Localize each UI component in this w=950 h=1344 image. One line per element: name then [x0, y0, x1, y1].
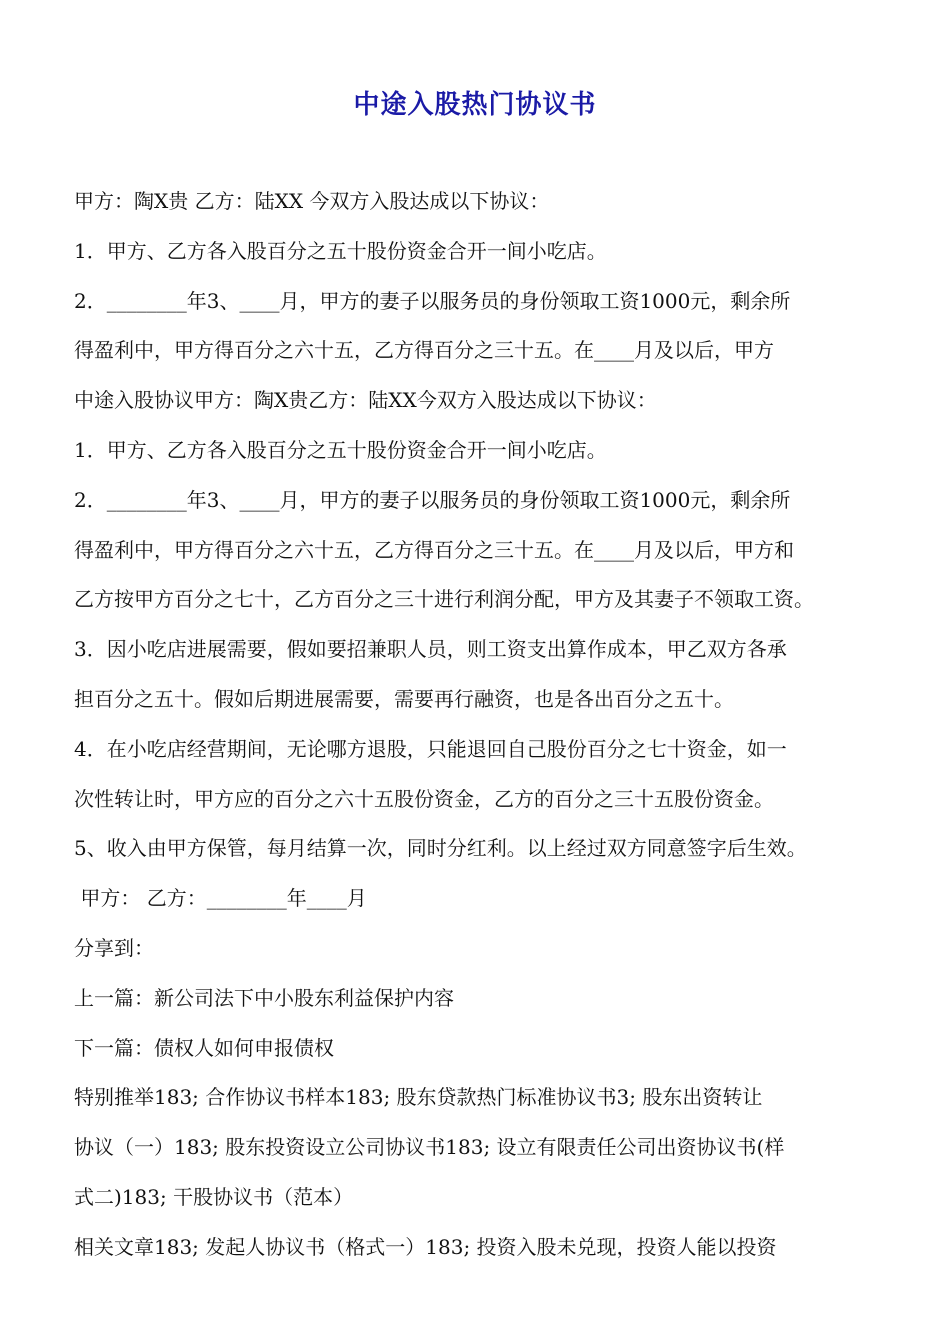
- recommended-links-end[interactable]: 式二)183; 干股协议书（范本）: [74, 1184, 354, 1209]
- body-line-clause-2-repeat-cont: 得盈利中，甲方得百分之六十五，乙方得百分之三十五。在____月及以后，甲方和: [74, 537, 794, 562]
- body-line-repeat-intro: 中途入股协议甲方：陶X贵乙方：陆XX今双方入股达成以下协议：: [74, 388, 657, 413]
- recommended-links-cont[interactable]: 协议（一）183; 股东投资设立公司协议书183; 设立有限责任公司出资协议书(样: [74, 1135, 785, 1160]
- previous-article-link[interactable]: 上一篇：新公司法下中小股东利益保护内容: [74, 985, 454, 1010]
- body-line-clause-5: 5、收入由甲方保管，每月结算一次，同时分红利。以上经过双方同意签字后生效。: [74, 836, 807, 861]
- body-line-clause-3: 3．因小吃店进展需要，假如要招兼职人员，则工资支出算作成本，甲乙双方各承: [74, 637, 787, 662]
- share-label: 分享到：: [74, 935, 154, 960]
- body-line-party-intro: 甲方：陶X贵 乙方：陆XX 今双方入股达成以下协议：: [74, 189, 550, 213]
- next-article-link[interactable]: 下一篇：债权人如何申报债权: [74, 1035, 334, 1060]
- document-body: [74, 184, 894, 1280]
- body-line-clause-2-repeat-end: 乙方按甲方百分之七十，乙方百分之三十进行利润分配，甲方及其妻子不领取工资。: [74, 587, 814, 612]
- document-title: 中途入股热门协议书: [353, 90, 597, 120]
- body-line-clause-2-repeat: 2．________年3、____月，甲方的妻子以服务员的身份领取工资1000元，剩余所: [74, 487, 791, 512]
- body-line-clause-4-cont: 次性转让时，甲方应的百分之六十五股份资金，乙方的百分之三十五股份资金。: [74, 786, 774, 811]
- signature-line: 甲方： 乙方：________年____月: [74, 886, 367, 911]
- body-line-clause-3-cont: 担百分之五十。假如后期进展需要，需要再行融资，也是各出百分之五十。: [74, 686, 734, 711]
- body-line-clause-2-cont: 得盈利中，甲方得百分之六十五，乙方得百分之三十五。在____月及以后，甲方: [74, 338, 774, 363]
- body-line-clause-1: 1．甲方、乙方各入股百分之五十股份资金合开一间小吃店。: [74, 238, 607, 263]
- recommended-links[interactable]: 特别推举183; 合作协议书样本183; 股东贷款热门标准协议书3; 股东出资转让: [74, 1085, 763, 1110]
- body-line-clause-4: 4．在小吃店经营期间，无论哪方退股，只能退回自己股份百分之七十资金，如一: [74, 736, 787, 761]
- related-articles-links[interactable]: 相关文章183; 发起人协议书（格式一）183; 投资入股未兑现，投资人能以投资: [74, 1234, 777, 1259]
- body-line-clause-1-repeat: 1．甲方、乙方各入股百分之五十股份资金合开一间小吃店。: [74, 437, 607, 462]
- body-line-clause-2: 2．________年3、____月，甲方的妻子以服务员的身份领取工资1000元，剩余所: [74, 288, 791, 313]
